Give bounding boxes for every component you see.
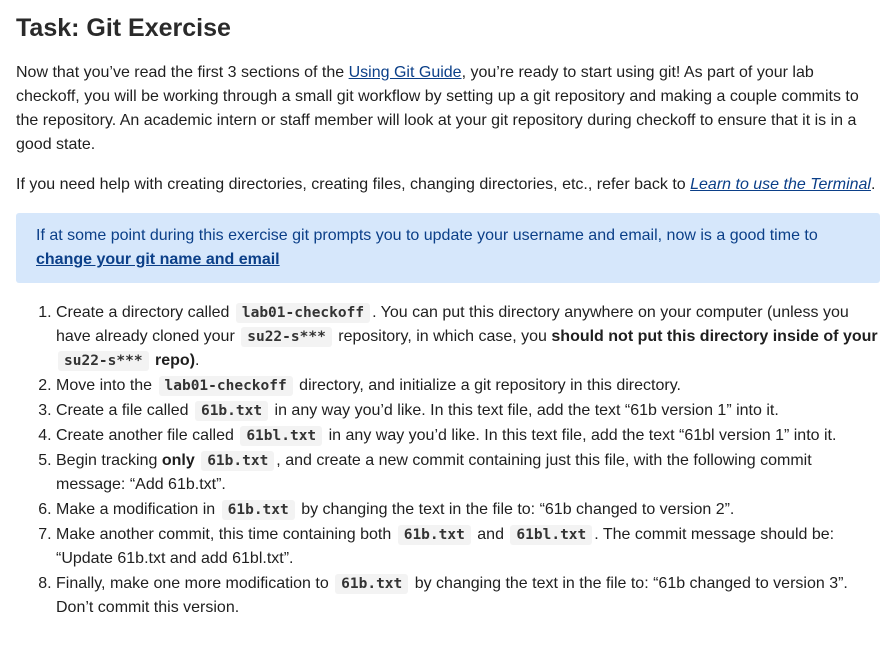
step-text: Move into the: [56, 377, 157, 394]
code-snippet: 61b.txt: [222, 500, 295, 520]
using-git-guide-link[interactable]: Using Git Guide: [348, 64, 462, 81]
step-text: in any way you’d like. In this text file, add the text “61bl version 1” into it.: [324, 427, 837, 444]
list-item: [56, 498, 880, 522]
code-snippet: 61bl.txt: [240, 426, 322, 446]
code-snippet: 61b.txt: [195, 401, 268, 421]
list-item: [56, 374, 880, 398]
step-text: in any way you’d like. In this text file, add the text “61b version 1” into it.: [270, 402, 779, 419]
step-text: Begin tracking: [56, 452, 162, 469]
step-text: directory, and initialize a git repository in this directory.: [294, 377, 681, 394]
list-item: [56, 449, 880, 497]
step-text: repository, in which case, you: [333, 328, 552, 345]
change-git-name-email-link[interactable]: change your git name and email: [36, 251, 280, 268]
help-text-2: .: [870, 176, 876, 193]
callout-text: If at some point during this exercise git prompts you to update your username and email, now is a good time to: [36, 227, 818, 244]
code-snippet: 61b.txt: [398, 525, 471, 545]
step-text: Finally, make one more modification to: [56, 575, 334, 592]
list-item: [56, 399, 880, 423]
code-snippet: 61b.txt: [201, 451, 274, 471]
intro-text-2: , you’re ready to start using git! As part of your lab checkoff, you will be working through a small git workflow by setting up a git repository and making a couple commits to the repository. An academic intern or staff member will look at your git repository during checkoff to ensure that it is in a good state.: [16, 64, 859, 153]
steps-list: [16, 301, 880, 620]
code-snippet: 61b.txt: [335, 574, 408, 594]
step-text: Create a file called: [56, 402, 193, 419]
terminal-guide-link[interactable]: Learn to use the Terminal: [690, 176, 871, 193]
code-snippet: lab01-checkoff: [159, 376, 293, 396]
bold-text: should not put this directory inside of your: [551, 328, 878, 345]
step-text: . You can put this directory anywhere on your computer (unless you have already cloned your: [56, 304, 849, 345]
step-text: by changing the text in the file to: “61b changed to version 2”.: [296, 501, 735, 518]
step-text: Make another commit, this time containing both: [56, 526, 396, 543]
info-callout: [16, 213, 880, 283]
page-title: Task: Git Exercise: [16, 14, 231, 42]
step-text: Create another file called: [56, 427, 239, 444]
bold-text: only: [161, 452, 195, 469]
intro-paragraph: [16, 61, 880, 157]
list-item: [56, 572, 880, 620]
step-text: .: [195, 352, 200, 369]
step-text: , and create a new commit containing just this file, with the following commit message: “Add 61b.txt”.: [56, 452, 812, 493]
step-text: . The commit message should be: “Update 61b.txt and add 61bl.txt”.: [56, 526, 835, 567]
code-snippet: su22-s***: [241, 327, 332, 347]
help-text-1: If you need help with creating directories, creating files, changing directories, etc., refer back to: [16, 176, 691, 193]
code-snippet: 61bl.txt: [510, 525, 592, 545]
step-text: by changing the text in the file to: “61b changed to version 3”. Don’t commit this version.: [56, 575, 848, 616]
bold-text: repo): [150, 352, 196, 369]
code-snippet: lab01-checkoff: [236, 303, 370, 323]
step-text: and: [472, 526, 509, 543]
list-item: [56, 424, 880, 448]
step-text: Create a directory called: [56, 304, 234, 321]
step-text: Make a modification in: [56, 501, 220, 518]
help-paragraph: [16, 173, 880, 197]
code-snippet: su22-s***: [58, 351, 149, 371]
list-item: [56, 301, 880, 373]
list-item: [56, 523, 880, 571]
intro-text-1: Now that you’ve read the first 3 sections of the: [16, 64, 349, 81]
